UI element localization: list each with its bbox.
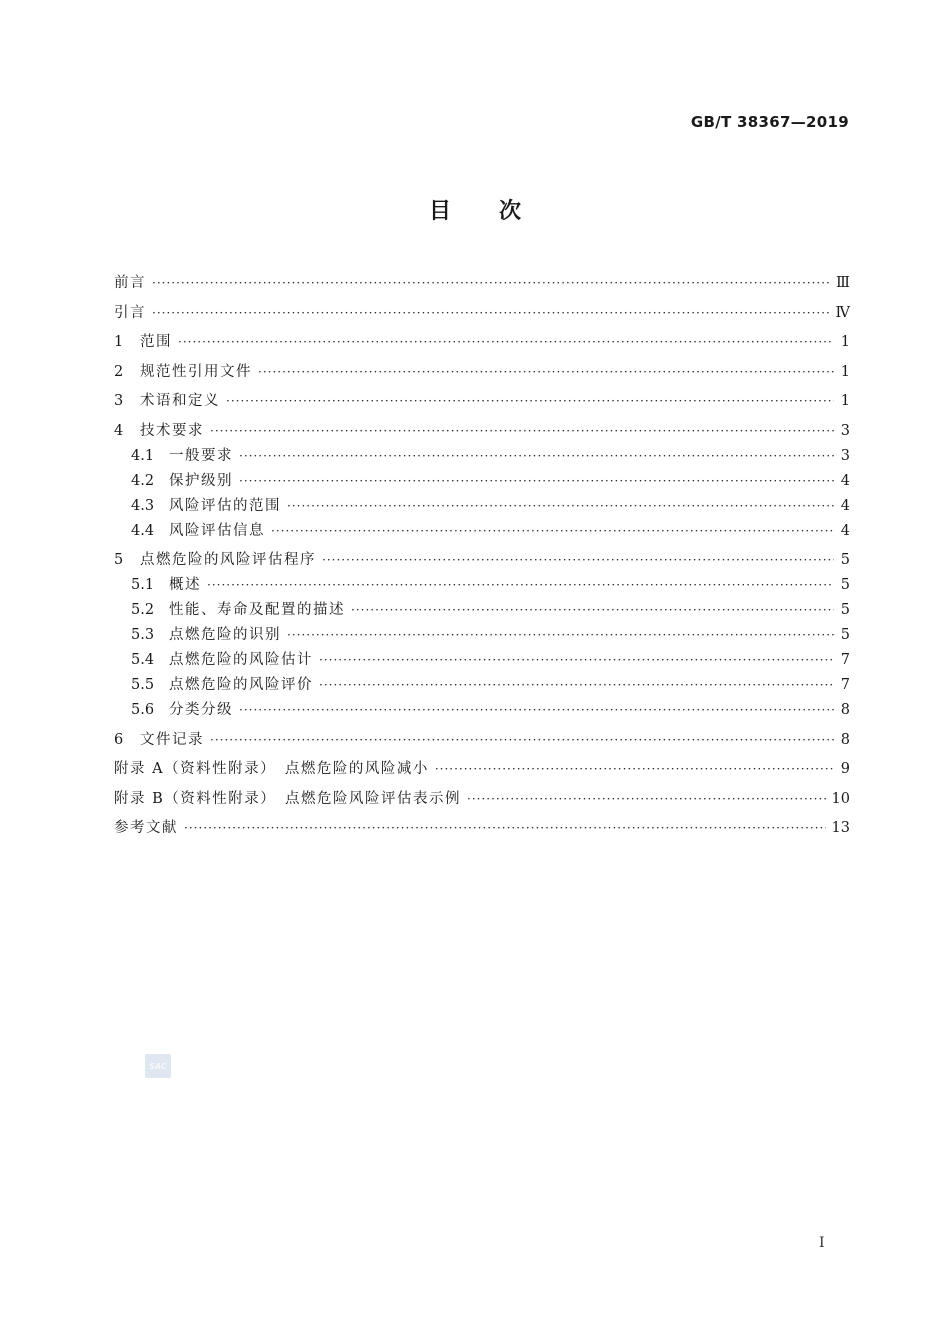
toc-entry[interactable] [114, 389, 850, 414]
toc-entry-number: 3 [114, 393, 124, 409]
toc-entry-page: 4 [840, 472, 850, 489]
toc-entry-page: 4 [840, 522, 850, 539]
toc-entry[interactable] [114, 728, 850, 753]
dot-leader [152, 301, 830, 326]
toc-entry-page: 5 [840, 627, 850, 643]
toc-entry[interactable] [114, 598, 850, 623]
toc-entry-number: 5.4 [131, 652, 155, 668]
toc-entry[interactable] [114, 673, 850, 698]
toc-entry-label: 参考文献 [114, 820, 178, 836]
toc-entry-page: 5 [840, 602, 850, 618]
toc-entry[interactable] [114, 548, 850, 573]
toc-entry-number: 4.4 [131, 522, 155, 539]
dot-leader [178, 330, 834, 355]
toc-entry[interactable] [114, 573, 850, 598]
toc-entry-page: 4 [840, 497, 850, 514]
toc-entry-number: 4.2 [131, 472, 155, 489]
dot-leader [351, 598, 834, 623]
toc-entry-label: 引言 [114, 304, 146, 321]
dot-leader [287, 623, 834, 648]
dot-leader [467, 787, 826, 812]
toc-entry-label: 分类分级 [169, 702, 233, 718]
toc-entry-label: 规范性引用文件 [140, 363, 252, 380]
toc-entry-label: 保护级别 [169, 472, 233, 489]
toc-entry-page: 1 [840, 393, 850, 409]
dot-leader [239, 698, 834, 723]
toc-entry-page: 7 [840, 677, 850, 693]
toc-entry-number: 4 [114, 422, 124, 439]
toc-entry-label: 点燃危险的识别 [169, 627, 281, 643]
toc-entry-number: 5.6 [131, 702, 155, 718]
toc-entry-page: 1 [840, 363, 850, 380]
dot-leader [435, 757, 834, 782]
dot-leader [207, 573, 834, 598]
toc-entry-label: 范围 [140, 334, 172, 350]
toc-entry[interactable] [114, 757, 850, 782]
toc-entry[interactable] [114, 330, 850, 355]
toc-entry[interactable] [114, 301, 850, 326]
toc-entry[interactable] [114, 698, 850, 723]
toc-entry[interactable] [114, 623, 850, 648]
dot-leader [226, 389, 834, 414]
toc-entry-label: 风险评估信息 [169, 522, 265, 539]
toc-entry[interactable] [114, 816, 850, 841]
dot-leader [184, 816, 826, 841]
toc-entry-number: 4.3 [131, 497, 155, 514]
toc-entry[interactable] [114, 271, 850, 296]
dot-leader [258, 360, 834, 385]
toc-entry-page: 5 [840, 552, 850, 568]
toc-entry[interactable] [114, 419, 850, 444]
toc-entry-label: 风险评估的范围 [169, 497, 281, 514]
dot-leader [287, 494, 834, 519]
sac-logo-icon: SAC [145, 1054, 171, 1078]
toc-entry-page: 13 [831, 820, 850, 836]
toc-entry-label: 一般要求 [169, 447, 233, 464]
toc-entry[interactable] [114, 494, 850, 519]
dot-leader [271, 519, 834, 544]
toc-entry-label: 技术要求 [140, 422, 204, 439]
toc-entry-label: 附录 B（资料性附录） 点燃危险风险评估表示例 [114, 790, 462, 807]
toc-entry-number: 5.1 [131, 577, 155, 593]
toc-entry-number: 5 [114, 552, 124, 568]
toc-entry-page: 9 [840, 761, 850, 777]
toc-entry-page: 8 [840, 731, 850, 748]
toc-entry-label: 前言 [114, 275, 146, 291]
toc-entry[interactable] [114, 444, 850, 469]
toc-entry-number: 5.3 [131, 627, 155, 643]
toc-entry-page: 7 [840, 652, 850, 668]
toc-entry-page: 3 [840, 422, 850, 439]
toc-entry-number: 5.2 [131, 602, 155, 618]
toc-entry-number: 2 [114, 363, 124, 380]
toc-entry[interactable] [114, 360, 850, 385]
toc-entry-page: Ⅲ [836, 275, 850, 291]
toc-entry[interactable] [114, 469, 850, 494]
dot-leader [319, 673, 834, 698]
toc-entry-label: 点燃危险的风险估计 [169, 652, 313, 668]
dot-leader [322, 548, 834, 573]
page-number: Ⅰ [819, 1235, 825, 1251]
toc-entry-label: 附录 A（资料性附录） 点燃危险的风险减小 [114, 761, 429, 777]
toc-entry-label: 概述 [169, 577, 201, 593]
toc-entry-number: 5.5 [131, 677, 155, 693]
dot-leader [210, 419, 834, 444]
toc-entry-label: 点燃危险的风险评价 [169, 677, 313, 693]
toc-entry-label: 术语和定义 [140, 393, 220, 409]
page-title [0, 194, 950, 225]
toc-entry-page: Ⅳ [835, 304, 850, 321]
toc-entry-page: 10 [831, 790, 850, 807]
toc-entry-number: 6 [114, 731, 124, 748]
toc-entry-label: 性能、寿命及配置的描述 [169, 602, 345, 618]
title-char-1: 目 [428, 199, 451, 224]
toc-entry-page: 8 [840, 702, 850, 718]
dot-leader [239, 444, 834, 469]
title-char-2: 次 [499, 199, 522, 224]
dot-leader [152, 271, 830, 296]
toc-entry[interactable] [114, 519, 850, 544]
toc-entry-number: 1 [114, 334, 124, 350]
toc-entry[interactable] [114, 787, 850, 812]
dot-leader [210, 728, 834, 753]
dot-leader [319, 648, 834, 673]
toc-entry[interactable] [114, 648, 850, 673]
toc-entry-page: 3 [840, 447, 850, 464]
dot-leader [239, 469, 834, 494]
toc-entry-page: 1 [840, 334, 850, 350]
toc-entry-label: 点燃危险的风险评估程序 [140, 552, 316, 568]
table-of-contents [114, 271, 850, 841]
toc-entry-page: 5 [840, 577, 850, 593]
toc-entry-label: 文件记录 [140, 731, 204, 748]
toc-entry-number: 4.1 [131, 447, 155, 464]
standard-number: GB/T 38367—2019 [690, 113, 849, 131]
